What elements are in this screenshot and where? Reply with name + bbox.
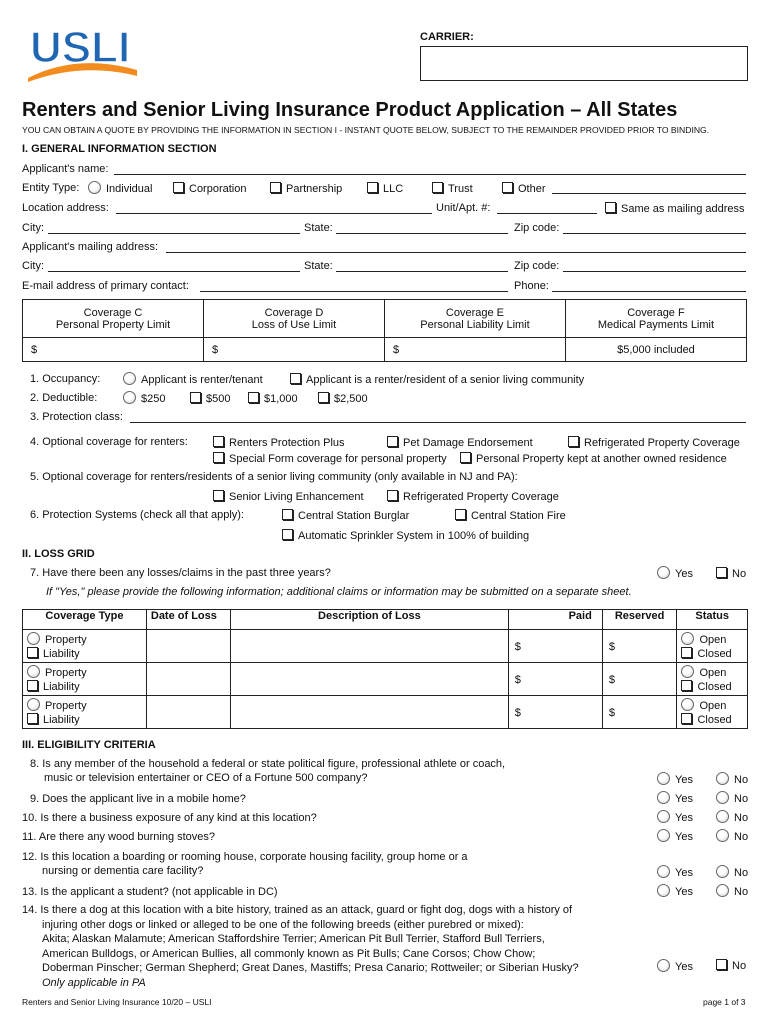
radio-icon[interactable] (27, 632, 40, 645)
checkbox-icon[interactable] (213, 436, 224, 447)
table-row (23, 630, 748, 663)
entity-llc[interactable]: LLC (367, 182, 403, 195)
mailing-city-label: City: (22, 260, 44, 272)
radio-icon[interactable] (681, 632, 694, 645)
q11-no[interactable]: No (716, 829, 748, 843)
coverage-d-value[interactable]: $ (203, 338, 384, 362)
q2-500[interactable]: $500 (190, 392, 230, 405)
radio-icon[interactable] (716, 791, 729, 804)
q1-renter-option[interactable]: Applicant is renter/tenant (123, 372, 263, 386)
radio-icon[interactable] (716, 829, 729, 842)
q7-no[interactable]: No (716, 567, 746, 580)
entity-partnership[interactable]: Partnership (270, 182, 342, 195)
coverage-f-value: $5,000 included (565, 338, 746, 362)
radio-icon[interactable] (657, 566, 670, 579)
q11-text: 11. Are there any wood burning stoves? (22, 831, 216, 843)
checkbox-icon[interactable] (213, 490, 224, 501)
radio-icon[interactable] (657, 810, 670, 823)
q11-yes[interactable]: Yes (657, 829, 693, 843)
radio-icon[interactable] (657, 829, 670, 842)
q3-label: 3. Protection class: (30, 411, 123, 423)
section2-heading: II. LOSS GRID (22, 548, 95, 560)
col-description: Description of Loss (231, 610, 509, 630)
q7-label: 7. Have there been any losses/claims in the past three years? (30, 567, 331, 579)
entity-other[interactable]: Other (502, 182, 546, 195)
checkbox-icon[interactable] (282, 509, 293, 520)
checkbox-icon[interactable] (681, 713, 692, 724)
checkbox-icon[interactable] (173, 182, 184, 193)
protection-class-field[interactable] (130, 422, 746, 423)
radio-icon[interactable] (657, 884, 670, 897)
unit-apt-field[interactable] (497, 213, 597, 214)
mailing-city-field[interactable] (48, 271, 300, 272)
entity-corporation[interactable]: Corporation (173, 182, 246, 195)
checkbox-icon[interactable] (681, 680, 692, 691)
radio-icon[interactable] (716, 865, 729, 878)
radio-icon[interactable] (88, 181, 101, 194)
col-paid: Paid (508, 610, 602, 630)
q4-pet-damage[interactable]: Pet Damage Endorsement (387, 436, 533, 449)
checkbox-icon[interactable] (455, 509, 466, 520)
status-open[interactable]: Open (681, 632, 747, 647)
type-liability[interactable]: Liability (27, 680, 146, 694)
q7-yes[interactable]: Yes (657, 566, 693, 580)
description-cell[interactable] (231, 663, 509, 696)
checkbox-icon[interactable] (27, 647, 38, 658)
checkbox-icon[interactable] (432, 182, 443, 193)
mailing-address-field[interactable] (166, 252, 746, 253)
radio-icon[interactable] (657, 865, 670, 878)
footer-right: page 1 of 3 (703, 997, 746, 1007)
q8-text: 8. Is any member of the household a federal or state political figure, professional athlete or coach, music or television entertainer or CEO of a Fortune 500 company? (30, 758, 506, 784)
col-date-of-loss: Date of Loss (146, 610, 230, 630)
q8-yes[interactable]: Yes (657, 772, 693, 786)
mailing-zip-field[interactable] (563, 271, 746, 272)
status-open[interactable]: Open (681, 698, 747, 713)
description-cell[interactable] (231, 696, 509, 729)
coverage-table (22, 299, 747, 362)
checkbox-icon[interactable] (367, 182, 378, 193)
q12-text: 12. Is this location a boarding or rooming house, corporate housing facility, group home or a nursing or dementia care facility? (22, 851, 468, 877)
q5-label: 5. Optional coverage for renters/residents of a senior living community (only available in NJ and PA): (30, 471, 518, 483)
applicant-name-label: Applicant's name: (22, 163, 109, 175)
unit-apt-label: Unit/Apt. #: (436, 202, 491, 214)
q2-2500[interactable]: $2,500 (318, 392, 368, 405)
radio-icon[interactable] (657, 772, 670, 785)
checkbox-icon[interactable] (502, 182, 513, 193)
zip-label: Zip code: (514, 222, 560, 234)
q2-1000[interactable]: $1,000 (248, 392, 298, 405)
entity-trust[interactable]: Trust (432, 182, 473, 195)
q4-special-form[interactable]: Special Form coverage for personal property (213, 452, 447, 465)
location-address-label: Location address: (22, 202, 109, 214)
state-label: State: (304, 222, 333, 234)
coverage-e-value[interactable]: $ (384, 338, 565, 362)
q6-fire[interactable]: Central Station Fire (455, 509, 566, 522)
page-title: Renters and Senior Living Insurance Product Application – All States (22, 99, 678, 121)
type-property[interactable]: Property (27, 665, 146, 680)
type-liability[interactable]: Liability (27, 647, 146, 661)
q6-sprinkler[interactable]: Automatic Sprinkler System in 100% of building (282, 529, 529, 542)
checkbox-icon[interactable] (282, 529, 293, 540)
carrier-label: CARRIER: (420, 31, 474, 43)
reserved-cell[interactable]: $ (602, 663, 677, 696)
section1-heading: I. GENERAL INFORMATION SECTION (22, 143, 217, 155)
footer-left: Renters and Senior Living Insurance 10/20 – USLI (22, 997, 212, 1007)
type-property[interactable]: Property (27, 698, 146, 713)
checkbox-icon[interactable] (248, 392, 259, 403)
q13-no[interactable]: No (716, 884, 748, 898)
radio-icon[interactable] (681, 665, 694, 678)
reserved-cell[interactable]: $ (602, 630, 677, 663)
q2-label: 2. Deductible: (30, 392, 98, 404)
entity-type-label: Entity Type: (22, 182, 80, 194)
checkbox-icon[interactable] (387, 490, 398, 501)
entity-individual[interactable]: Individual (88, 181, 152, 195)
date-of-loss-cell[interactable] (146, 630, 230, 663)
city-label: City: (22, 222, 44, 234)
q5-senior-enhancement[interactable]: Senior Living Enhancement (213, 490, 364, 503)
q5-refrigerated[interactable]: Refrigerated Property Coverage (387, 490, 559, 503)
checkbox-icon[interactable] (681, 647, 692, 658)
phone-field[interactable] (552, 291, 746, 292)
q4-refrigerated[interactable]: Refrigerated Property Coverage (568, 436, 740, 449)
description-cell[interactable] (231, 630, 509, 663)
radio-icon[interactable] (681, 698, 694, 711)
same-as-mailing[interactable]: Same as mailing address (605, 202, 745, 215)
paid-cell[interactable]: $ (508, 696, 602, 729)
applicant-name-field[interactable] (114, 174, 746, 175)
checkbox-icon[interactable] (270, 182, 281, 193)
checkbox-icon[interactable] (290, 373, 301, 384)
page-subtitle: YOU CAN OBTAIN A QUOTE BY PROVIDING THE INFORMATION IN SECTION I - INSTANT QUOTE BELOW, SUBJECT TO THE REMAINDER PROVIDED PRIOR TO BINDING. (22, 125, 710, 135)
checkbox-icon[interactable] (716, 567, 727, 578)
reserved-cell[interactable]: $ (602, 696, 677, 729)
q6-burglar[interactable]: Central Station Burglar (282, 509, 409, 522)
zip-field[interactable] (563, 233, 746, 234)
q8-no[interactable]: No (716, 772, 748, 786)
table-row (23, 663, 748, 696)
q9-no[interactable]: No (716, 791, 748, 805)
email-label: E-mail address of primary contact: (22, 280, 189, 292)
q12-yes[interactable]: Yes (657, 865, 693, 879)
paid-cell[interactable]: $ (508, 663, 602, 696)
loss-grid (22, 609, 748, 729)
col-coverage-type: Coverage Type (23, 610, 147, 630)
radio-icon[interactable] (716, 772, 729, 785)
radio-icon[interactable] (657, 959, 670, 972)
checkbox-icon[interactable] (318, 392, 329, 403)
section3-heading: III. ELIGIBILITY CRITERIA (22, 739, 156, 751)
type-liability[interactable]: Liability (27, 713, 146, 727)
checkbox-icon[interactable] (213, 452, 224, 463)
location-address-field[interactable] (116, 213, 432, 214)
phone-label: Phone: (514, 280, 549, 292)
mailing-state-label: State: (304, 260, 333, 272)
q12-no[interactable]: No (716, 865, 748, 879)
q13-yes[interactable]: Yes (657, 884, 693, 898)
col-status: Status (677, 610, 748, 630)
q9-text: 9. Does the applicant live in a mobile home? (30, 793, 246, 805)
checkbox-icon[interactable] (460, 452, 471, 463)
q13-text: 13. Is the applicant a student? (not applicable in DC) (22, 886, 278, 898)
date-of-loss-cell[interactable] (146, 696, 230, 729)
radio-icon[interactable] (123, 391, 136, 404)
q1-label: 1. Occupancy: (30, 373, 101, 385)
mailing-state-field[interactable] (336, 271, 508, 272)
checkbox-icon[interactable] (27, 680, 38, 691)
carrier-field[interactable] (420, 46, 748, 81)
paid-cell[interactable]: $ (508, 630, 602, 663)
entity-other-field[interactable] (552, 193, 746, 194)
checkbox-icon[interactable] (716, 959, 727, 970)
q4-label: 4. Optional coverage for renters: (30, 436, 188, 448)
coverage-e-header: Coverage E Personal Liability Limit (384, 300, 565, 338)
q6-label: 6. Protection Systems (check all that apply): (30, 509, 244, 521)
q14-yes[interactable]: Yes (657, 959, 693, 973)
radio-icon[interactable] (123, 372, 136, 385)
mailing-zip-label: Zip code: (514, 260, 560, 272)
q2-250[interactable]: $250 (123, 391, 165, 405)
radio-icon[interactable] (716, 884, 729, 897)
loss-note: If "Yes," please provide the following information; additional claims or information may be submitted on a separate sheet. (46, 586, 632, 598)
q10-yes[interactable]: Yes (657, 810, 693, 824)
q14-text: 14. Is there a dog at this location with a bite history, trained as an attack, guard or fight dog, dogs with a history of injuring other dogs or linked or alleged to be one of the following breeds (either purebred or mixed): Akita; Alaskan Malamute; American Staffordshire Terrier; American Pit Bull Terrier, Stafford Bull Terriers, American Bulldogs, or American Bullies, all commonly known as Pit Bulls; Cane Corsos; Chow Chow; Doberman Pinscher; German Shepherd; Great Danes, Mastiffs; Presa Canario; Rottweiler; or Siberian Husky? Only applicable in PA (22, 904, 579, 989)
q9-yes[interactable]: Yes (657, 791, 693, 805)
q14-no[interactable]: No (716, 959, 746, 972)
status-open[interactable]: Open (681, 665, 747, 680)
col-reserved: Reserved (602, 610, 677, 630)
usli-logo (22, 18, 142, 82)
radio-icon[interactable] (27, 698, 40, 711)
radio-icon[interactable] (657, 791, 670, 804)
type-property[interactable]: Property (27, 632, 146, 647)
table-row (23, 696, 748, 729)
radio-icon[interactable] (27, 665, 40, 678)
coverage-f-header: Coverage F Medical Payments Limit (565, 300, 746, 338)
status-closed[interactable]: Closed (681, 647, 747, 661)
mailing-address-label: Applicant's mailing address: (22, 241, 159, 253)
coverage-c-header: Coverage C Personal Property Limit (23, 300, 204, 338)
checkbox-icon[interactable] (387, 436, 398, 447)
coverage-d-header: Coverage D Loss of Use Limit (203, 300, 384, 338)
q1-senior-option[interactable]: Applicant is a renter/resident of a senior living community (290, 373, 584, 386)
checkbox-icon[interactable] (605, 202, 616, 213)
q4-personal-property[interactable]: Personal Property kept at another owned residence (460, 452, 727, 465)
status-closed[interactable]: Closed (681, 713, 747, 727)
date-of-loss-cell[interactable] (146, 663, 230, 696)
state-field[interactable] (336, 233, 508, 234)
status-closed[interactable]: Closed (681, 680, 747, 694)
q4-renters-protection[interactable]: Renters Protection Plus (213, 436, 345, 449)
email-field[interactable] (200, 291, 508, 292)
city-field[interactable] (48, 233, 300, 234)
coverage-c-value[interactable]: $ (23, 338, 204, 362)
checkbox-icon[interactable] (190, 392, 201, 403)
q10-text: 10. Is there a business exposure of any kind at this location? (22, 812, 317, 824)
checkbox-icon[interactable] (568, 436, 579, 447)
q10-no[interactable]: No (716, 810, 748, 824)
checkbox-icon[interactable] (27, 713, 38, 724)
logo-text: USLI (30, 23, 131, 72)
radio-icon[interactable] (716, 810, 729, 823)
